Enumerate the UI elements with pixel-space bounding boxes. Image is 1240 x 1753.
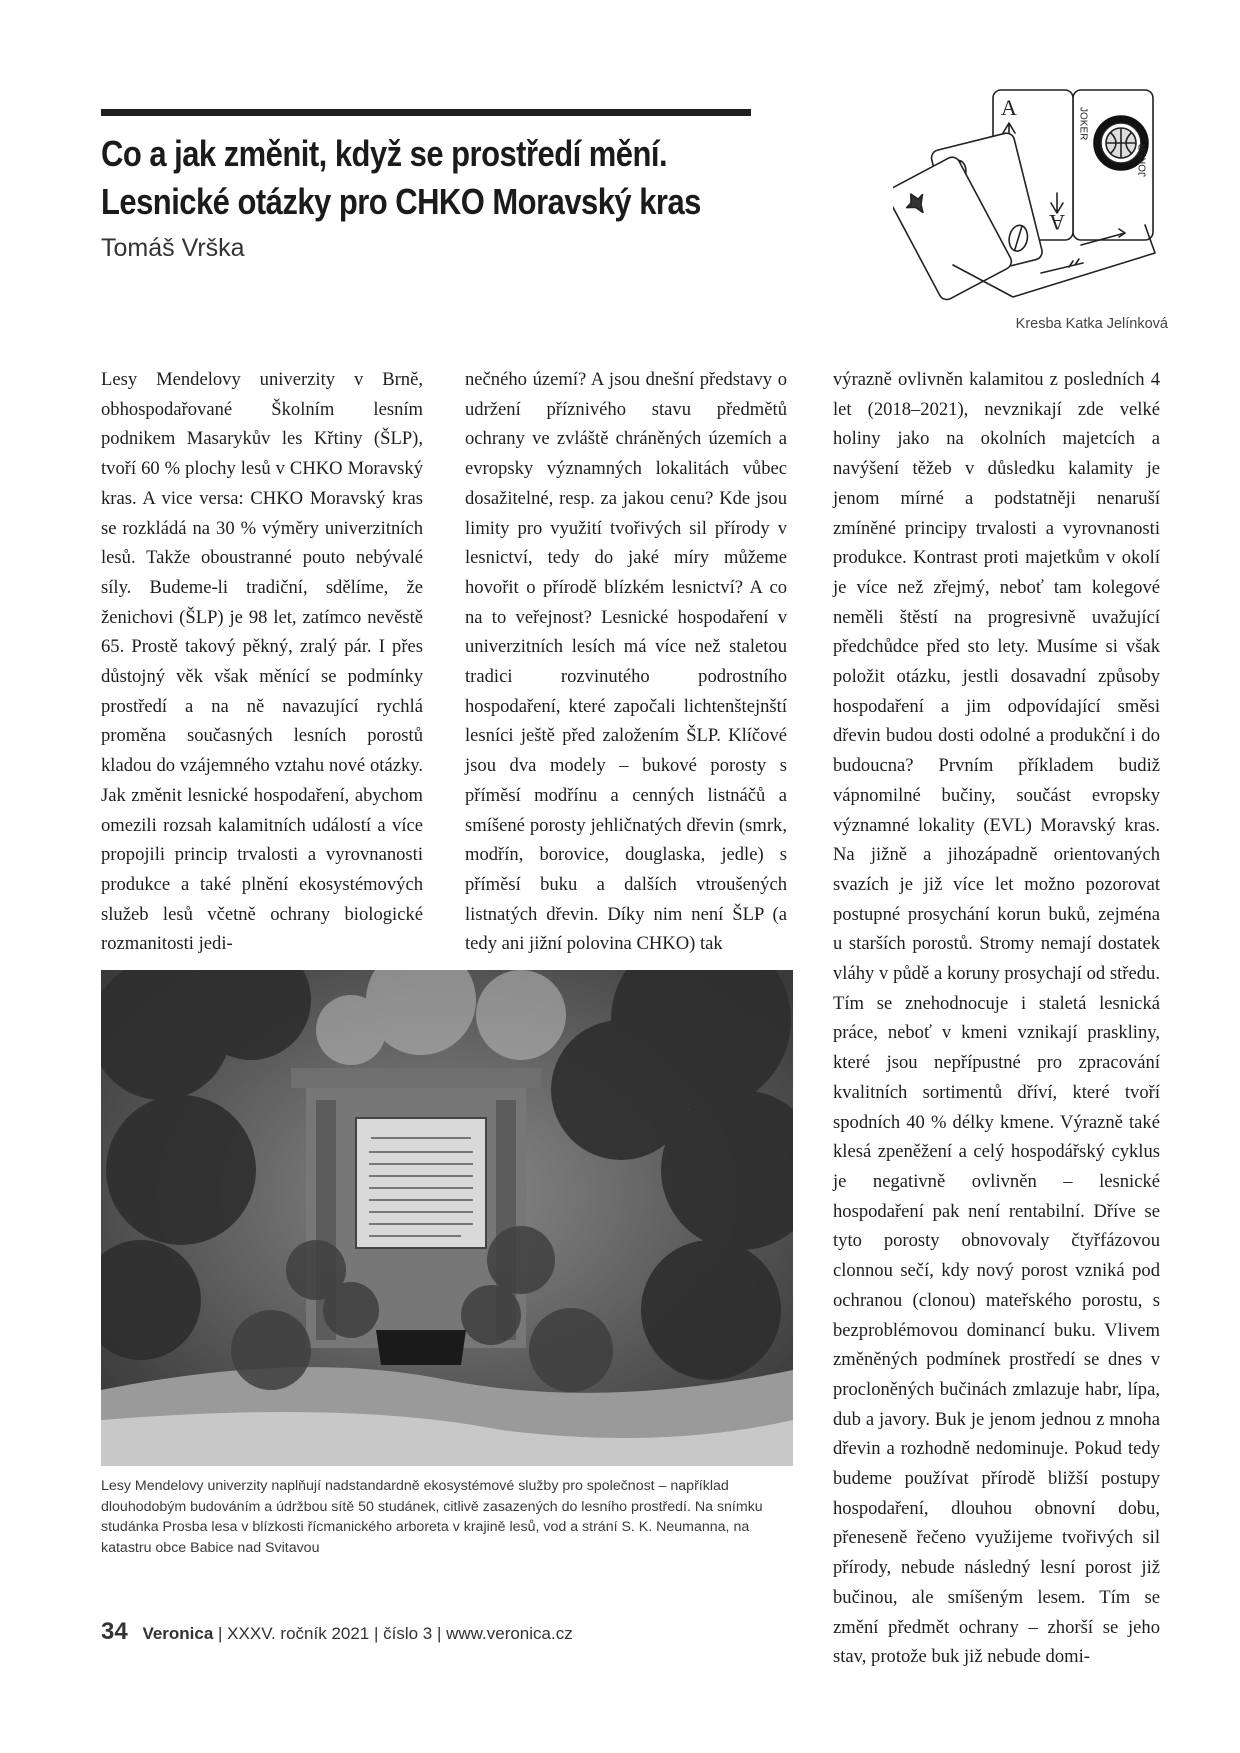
- article-column-2: nečného území? A jsou dnešní představy o udržení příznivého stavu předmětů ochrany ve zvláště chráněných územích a evropsky významných lokalitách vůbec dosažitelné, resp. za jakou cenu? Kde jsou limity pro využití tvořivých sil přírody v lesnictví, tedy do jaké míry můžeme hovořit o přírodě blízkém lesnictví? A co na to veřejnost? Lesnické hospodaření v univerzitních lesích má více než staletou tradici rozvinutého podrostního hospodaření, které započali lichtenštejnští lesníci ještě před založením ŠLP. Klíčové jsou dva modely – bukové porosty s příměsí modřínu a cenných listnáčů a smíšené porosty jehličnatých dřevin (smrk, modřín, borovice, douglaska, jedle) s příměsí buku a dalších vtroušených listnatých dřevin. Díky nim není ŠLP (a tedy ani jižní polovina CHKO) tak: [465, 369, 787, 955]
- ace-label-top: A: [1001, 95, 1017, 120]
- illustration-credit: Kresba Katka Jelínková: [1015, 316, 1168, 332]
- magazine-name: Veronica: [142, 1624, 214, 1643]
- playing-cards-drawing-icon: [893, 85, 1168, 310]
- article-column-3: výrazně ovlivněn kalamitou z posledních 4 let (2018–2021), nevznikají zde velké holiny jako na okolních majetcích a navýšení těžeb v důsledku kalamity je jenom mírné a podstatněji nenaruší zmíněné principy trvalosti a vyrovnanosti produkce. Kontrast proti majetkům v okolí je více než zřejmý, neboť tam kolegové neměli štěstí na progresivně uvažující předchůdce před sto lety. Musíme si však položit otázku, jestli dosavadní způsoby hospodaření a jim odpovídající směsi dřevin budou dosti odolné a produkční i do budoucna? Prvním příkladem budiž vápnomilné bučiny, součást evropsky významné lokality (EVL) Moravský kras. Na jižně a jihozápadně orientovaných svazích je již více let možno pozorovat postupné prosychání korun buků, zejména u starších porostů. Stromy nemají dostatek vláhy v půdě a koruny prosychají od středu. Tím se znehodnocuje i staletá lesnická práce, neboť v kmeni vznikají praskliny, které jsou nepřípustné pro zpracování kvalitních sortimentů dříví, které tvoří spodních 40 % délky kmene. Výrazně také klesá zpeněžení a celý hospodářský cyklus je negativně ovlivněn – lesnické hospodaření pak není rentabilní. Dříve se tyto porosty obnovovaly čtyřfázovou clonnou sečí, kdy nový porost vzniká pod ochranou (clonou) mateřského porostu, s bezproblémovou dominancí buku. Vlivem změněných podmínek prostředí se dnes v procloněných bučinách zmlazuje habr, lípa, dub a javory. Buk je jenom jednou z mnoha dřevin a rozhodně nedominuje. Pokud tedy budeme používat přírodě bližší postupy hospodaření, dlouhou obnovní dobu, přeneseně řečeno využijeme tvořivých sil přírody, nebude následný lesní porost již bučinou, ale smíšeným lesem. Tím se změní předmět ochrany – zhorší se jeho stav, protože buk již nebude domi-: [833, 369, 1160, 1668]
- page-footer: [101, 1618, 573, 1646]
- issue-info: | XXXV. ročník 2021 | číslo 3 | www.veronica.cz: [218, 1624, 573, 1643]
- title-rule: [101, 109, 751, 116]
- article-column-1: Lesy Mendelovy univerzity v Brně, obhospodařované Školním lesním podnikem Masarykův les Křtiny (ŠLP), tvoří 60 % plochy lesů v CHKO Moravský kras. A vice versa: CHKO Moravský kras se rozkládá na 30 % výměry univerzitních lesů. Takže oboustranné pouto nebývalé síly. Budeme-li tradiční, sdělíme, že ženichovi (ŠLP) je 98 let, zatímco nevěstě 65. Prostě takový pěkný, zralý pár. I přes důstojný věk však měnící se podmínky prostředí a na ně navazující rychlá proměna současných lesních porostů kladou do vzájemného vztahu nové otázky. Jak změnit lesnické hospodaření, abychom omezili rozsah kalamitních událostí a více propojili princip trvalosti a vyrovnanosti produkce a také plnění ekosystémových služeb lesů včetně ochrany biologické rozmanitosti jedi-: [101, 369, 423, 955]
- joker-card: [1073, 90, 1153, 240]
- article-title: [101, 130, 720, 226]
- photo-caption: Lesy Mendelovy univerzity naplňují nadstandardně ekosystémové služby pro společnost – například dlouhodobým budováním a údržbou sítě 50 studánek, citlivě zasazených do lesního prostředí. Na snímku studánka Prosba lesa v blízkosti řícmanického arboreta v krajině lesů, vod a strání S. K. Neumanna, na katastru obce Babice nad Svitavou: [101, 1478, 763, 1556]
- page-number: 34: [101, 1618, 128, 1645]
- joker-label-bottom: JOKER: [1137, 143, 1149, 177]
- spring-shrine-photo-icon: [101, 970, 793, 1466]
- title-line-1: Co a jak změnit, když se prostředí mění.: [101, 133, 668, 174]
- article-author: Tomáš Vrška: [101, 234, 245, 262]
- ace-label-bottom: A: [1049, 210, 1065, 235]
- title-line-2: Lesnické otázky pro CHKO Moravský kras: [101, 181, 701, 222]
- joker-label-top: JOKER: [1077, 107, 1089, 141]
